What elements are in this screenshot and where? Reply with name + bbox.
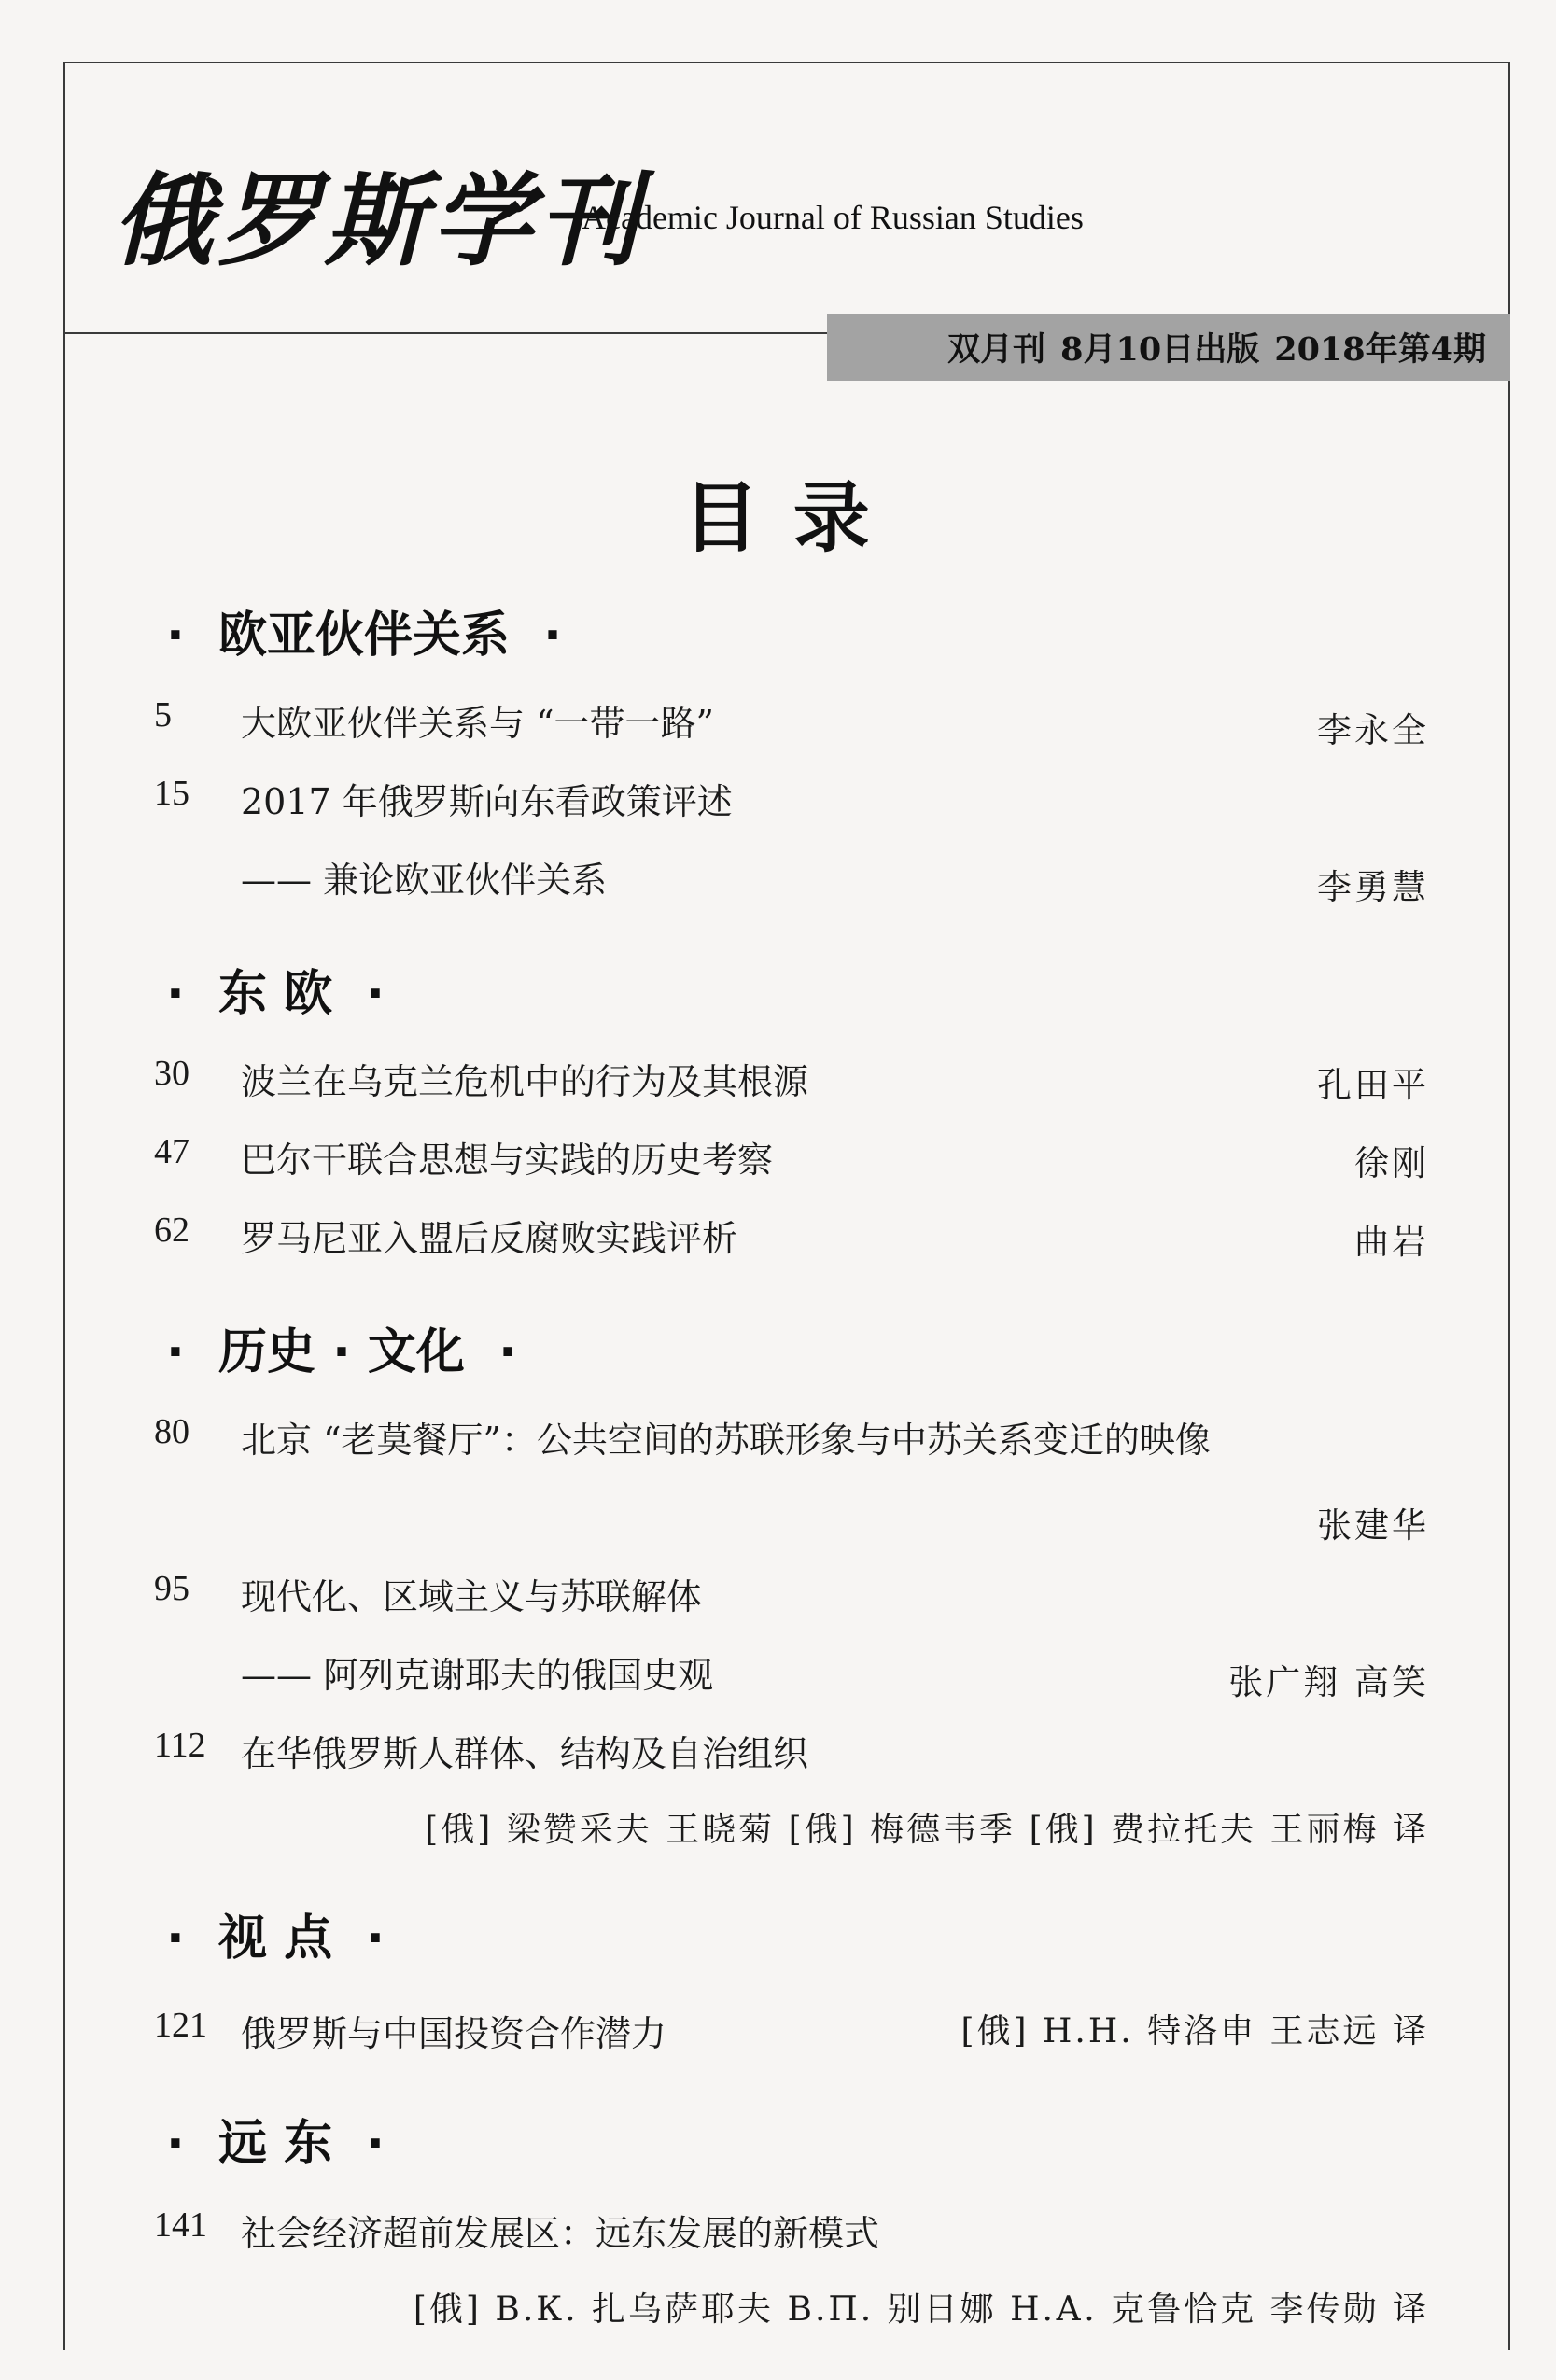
section-heading: · 欧亚伙伴关系 · [166,608,562,664]
toc-entry-continuation [0,851,1556,907]
entry-title: 北京 “老莫餐厅”：公共空间的苏联形象与中苏关系变迁的映像 [241,1420,1211,1461]
toc-entry[interactable] [0,773,1556,829]
entry-author: 徐刚 [1354,1143,1429,1183]
toc-entry-continuation [0,1803,1556,1859]
toc-entry[interactable] [0,694,1556,750]
journal-english-title: Academic Journal of Russian Studies [582,199,1084,236]
entry-title: 俄罗斯与中国投资合作潜力 [241,2013,667,2054]
entry-title: 波兰在乌克兰危机中的行为及其根源 [241,1061,809,1102]
entry-page: 80 [154,1412,189,1451]
entry-title: 巴尔干联合思想与实践的历史考察 [241,1140,774,1181]
entry-page: 15 [154,774,189,813]
entry-author: 张建华 [1317,1505,1429,1546]
section-heading: · 历史 · 文化 · [166,1324,517,1380]
publish-date: 8月10日出版 [1060,330,1260,369]
journal-logo: 俄罗斯学刊 [112,162,645,280]
entry-title: 在华俄罗斯人群体、结构及自治组织 [241,1733,809,1774]
toc-entry-continuation [0,1497,1556,1553]
entry-author: 曲岩 [1354,1222,1429,1262]
issue-info-bar [827,314,1510,381]
issue-number: 2018年第4期 [1274,330,1486,369]
toc-entry[interactable] [0,1053,1556,1109]
entry-title: 罗马尼亚入盟后反腐败实践评析 [241,1218,738,1259]
entry-page: 141 [154,2205,207,2245]
toc-entry[interactable] [0,1411,1556,1467]
toc-entry-continuation [0,1646,1556,1702]
toc-entry[interactable] [0,1131,1556,1187]
entry-page: 62 [154,1211,189,1250]
section-heading: · 远 东 · [166,2116,385,2172]
entry-author: 李勇慧 [1317,867,1429,907]
toc-title: 目 录 [682,473,874,563]
entry-title: 大欧亚伙伴关系与 “一带一路” [241,703,714,744]
toc-entry[interactable] [0,1568,1556,1624]
entry-title: 2017 年俄罗斯向东看政策评述 [241,781,733,822]
entry-page: 121 [154,2006,207,2045]
toc-entry[interactable] [0,2205,1556,2261]
entry-translators: [俄] В.К. 扎乌萨耶夫 В.П. 别日娜 Н.А. 克鲁恰克 李传勋 译 [413,2290,1429,2329]
frequency: 双月刊 [947,330,1046,369]
toc-entry[interactable] [0,1210,1556,1266]
section-heading: · 东 欧 · [166,966,385,1022]
entry-author: 李永全 [1317,710,1429,750]
entry-translators: [俄] 梁赞采夫 王晓菊 [俄] 梅德韦季 [俄] 费拉托夫 王丽梅 译 [425,1811,1429,1849]
toc-entry[interactable] [0,2005,1556,2061]
masthead-rule [63,332,827,334]
entry-page: 5 [154,695,172,735]
entry-title: 现代化、区域主义与苏联解体 [241,1576,703,1617]
toc-entry[interactable] [0,1725,1556,1781]
section-heading: · 视 点 · [166,1911,385,1967]
entry-subtitle: —— 兼论欧亚伙伴关系 [241,860,608,901]
entry-author: 张广翔 高笑 [1228,1662,1429,1702]
toc-entry-continuation [0,2283,1556,2339]
entry-title: 社会经济超前发展区：远东发展的新模式 [241,2213,880,2254]
entry-page: 95 [154,1569,189,1608]
entry-translators: [俄] Н.Н. 特洛申 王志远 译 [960,2012,1429,2051]
entry-author: 孔田平 [1317,1065,1429,1105]
entry-subtitle: —— 阿列克谢耶夫的俄国史观 [241,1655,714,1696]
entry-page: 47 [154,1132,189,1171]
entry-page: 30 [154,1054,189,1093]
entry-page: 112 [154,1726,206,1765]
